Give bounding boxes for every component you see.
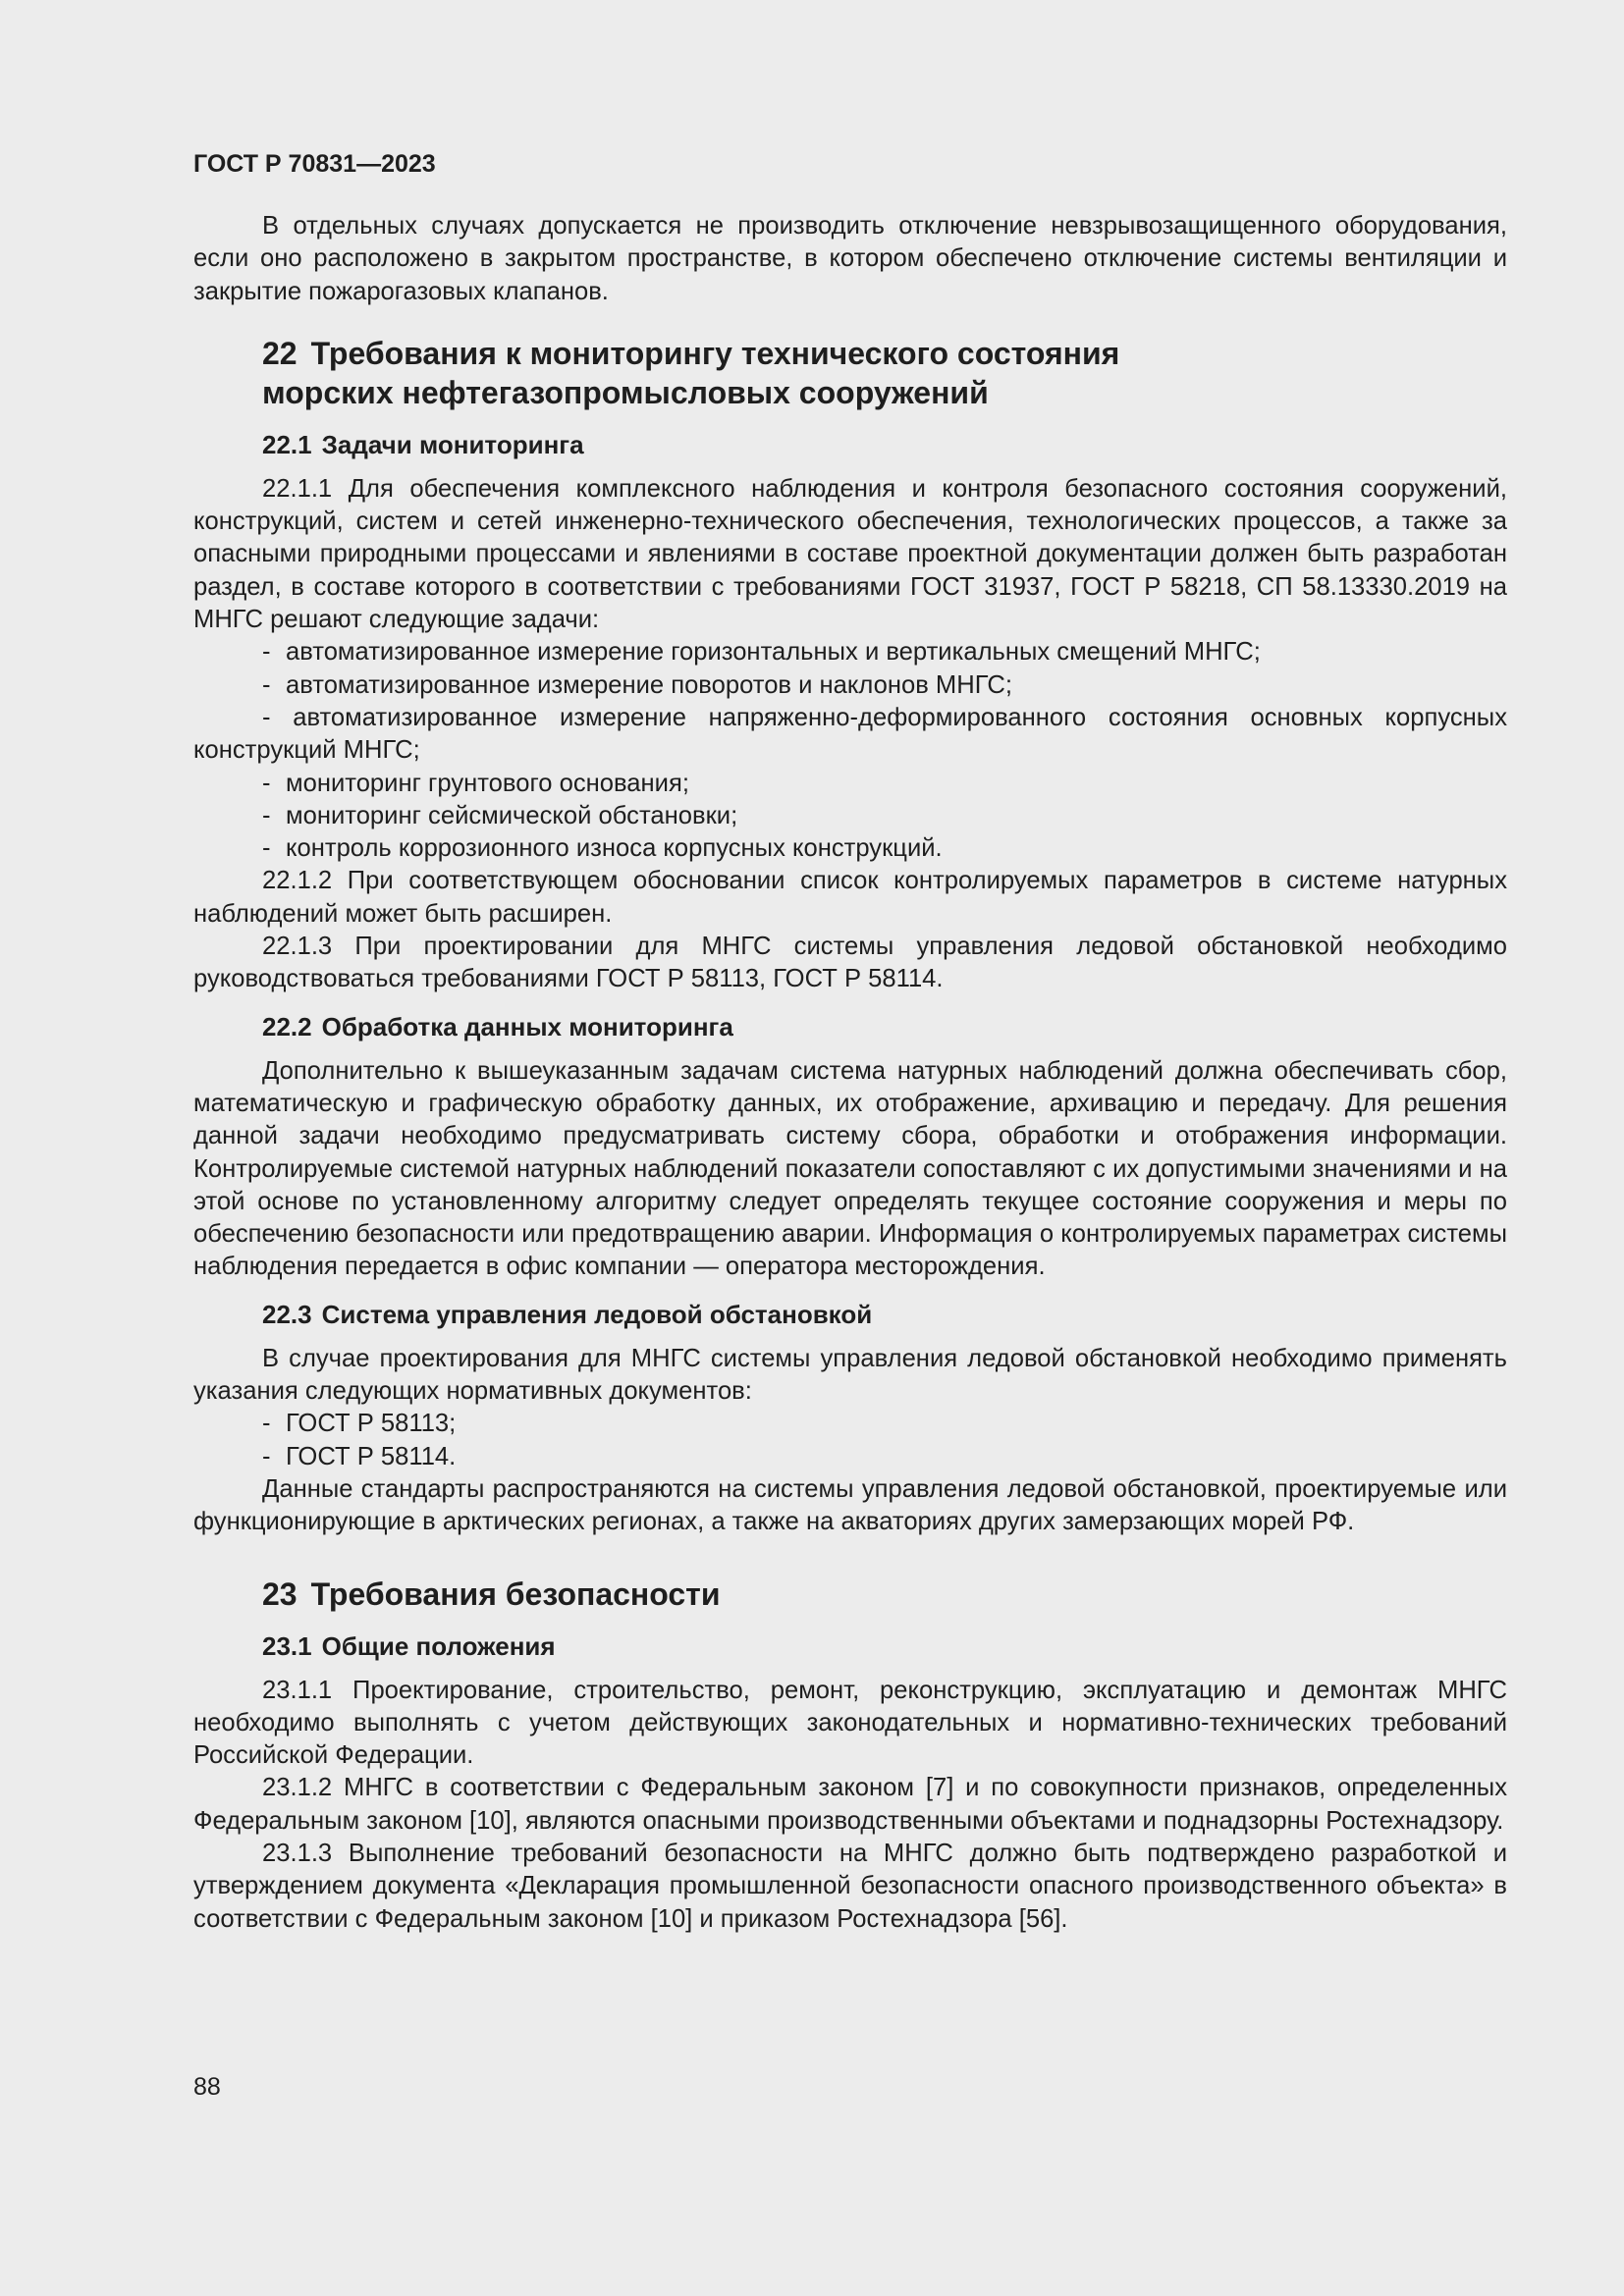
list-item-text: мониторинг сейсмической обстановки; (286, 801, 738, 829)
paragraph-22-3: В случае проектирования для МНГС системы управления ледовой обстановкой необходимо применять указания следующих нормативных документов: (193, 1344, 1507, 1406)
subsection-23-1-heading (262, 1629, 1507, 1663)
section-title: Требования безопасности (310, 1575, 721, 1612)
subsection-number: 22.1 (262, 429, 312, 459)
section-number: 22 (262, 335, 298, 371)
subsection-number: 23.1 (262, 1630, 312, 1661)
intro-paragraph: В отдельных случаях допускается не производить отключение невзрывозащищенного оборудования, если оно расположено в закрытом пространстве, в котором обеспечено отключение системы вентиляции и закрытие пожарогазовых клапанов. (193, 212, 1507, 305)
subsection-number: 22.3 (262, 1299, 312, 1329)
list-item (262, 768, 1507, 800)
subsection-22-3-heading (262, 1298, 1507, 1331)
list-dash: - (262, 1442, 271, 1470)
list-item-text: контроль коррозионного износа корпусных конструкций. (286, 834, 943, 863)
paragraph-22-1-2: 22.1.2 При соответствующем обосновании список контролируемых параметров в системе натурных наблюдений может быть расширен. (193, 867, 1507, 928)
list-item-text: ГОСТ Р 58114. (286, 1442, 457, 1470)
paragraph-22-1-1: 22.1.1 Для обеспечения комплексного наблюдения и контроля безопасного состояния сооружений, конструкций, систем и сетей инженерно-технического обеспечения, технологических процессов, а также за опасными природными процессами и явлениями в составе проектной документации должен быть разработан раздел, в составе которого в соответствии с требованиями ГОСТ 31937, ГОСТ Р 58218, СП 58.13330.2019 на МНГС решают следующие задачи: (193, 474, 1507, 634)
section-title-line1: Требования к мониторингу технического состояния (310, 335, 1120, 371)
list-item (262, 636, 1507, 668)
list-item-text: мониторинг грунтового основания; (286, 769, 689, 797)
subsection-title: Задачи мониторинга (321, 429, 584, 459)
paragraph-23-1-2: 23.1.2 МНГС в соответствии с Федеральным законом [7] и по совокупности признаков, определенных Федеральным законом [10], являются опасными производственными объектами и поднадзорны Ростехнадзору. (193, 1774, 1507, 1835)
document-code: ГОСТ Р 70831—2023 (193, 150, 436, 178)
section-23-heading (262, 1575, 1507, 1614)
list-item (262, 832, 1507, 865)
section-22-heading (262, 334, 1507, 412)
list-item (262, 1441, 1507, 1473)
list-dash: - (262, 1410, 271, 1438)
list-item (262, 800, 1507, 832)
paragraph-23-1-1: 23.1.1 Проектирование, строительство, ремонт, реконструкцию, эксплуатацию и демонтаж МНГС необходимо выполнять с учетом действующих законодательных и нормативно-технических требований Российской Федерации. (193, 1676, 1507, 1770)
page-number: 88 (193, 2073, 221, 2101)
paragraph-23-1-3: 23.1.3 Выполнение требований безопасности на МНГС должно быть подтверждено разработкой и утверждением документа «Декларация промышленной безопасности опасного производственного объекта» в соответствии с Федеральным законом [10] и приказом Ростехнадзора [56]. (193, 1839, 1507, 1933)
list-item (262, 1408, 1507, 1440)
subsection-number: 22.2 (262, 1011, 312, 1041)
list-dash: - (262, 801, 271, 829)
list-item-long: - автоматизированное измерение напряженно-деформированного состояния основных корпусных конструкций МНГС; (193, 703, 1507, 765)
paragraph-22-1-3: 22.1.3 При проектировании для МНГС системы управления ледовой обстановкой необходимо руководствоваться требованиями ГОСТ Р 58113, ГОСТ Р 58114. (193, 933, 1507, 993)
list-item-text: автоматизированное измерение поворотов и наклонов МНГС; (286, 670, 1013, 699)
list-item-text: ГОСТ Р 58113; (286, 1410, 457, 1438)
subsection-title: Обработка данных мониторинга (321, 1011, 733, 1041)
list-dash: - (262, 670, 271, 699)
subsection-title: Общие положения (321, 1630, 556, 1661)
paragraph-22-3-standards: Данные стандарты распространяются на системы управления ледовой обстановкой, проектируемые или функционирующие в арктических регионах, а также на акваториях других замерзающих морей РФ. (193, 1474, 1507, 1536)
subsection-22-1-heading (262, 428, 1507, 461)
list-item-text: автоматизированное измерение горизонтальных и вертикальных смещений МНГС; (286, 638, 1261, 667)
list-dash: - (262, 638, 271, 667)
page-content (193, 147, 1507, 1936)
list-dash: - (262, 769, 271, 797)
section-title-line2: морских нефтегазопромысловых сооружений (262, 374, 989, 410)
paragraph-22-2: Дополнительно к вышеуказанным задачам система натурных наблюдений должна обеспечивать сбор, математическую и графическую обработку данных, их отображение, архивацию и передачу. Для решения данной задачи необходимо предусматривать систему сбора, обработки и отображения информации. Контролируемые системой натурных наблюдений показатели сопоставляют с их допустимыми значениями и на этой основе по установленному алгоритму следует определять текущее состояние сооружения и меры по обеспечению безопасности или предотвращению аварии. Информация о контролируемых параметрах системы наблюдения передается в офис компании — оператора месторождения. (193, 1056, 1507, 1281)
list-dash: - (262, 834, 271, 863)
subsection-22-2-heading (262, 1010, 1507, 1043)
section-number: 23 (262, 1575, 298, 1612)
list-item (262, 669, 1507, 702)
subsection-title: Система управления ледовой обстановкой (321, 1299, 873, 1329)
